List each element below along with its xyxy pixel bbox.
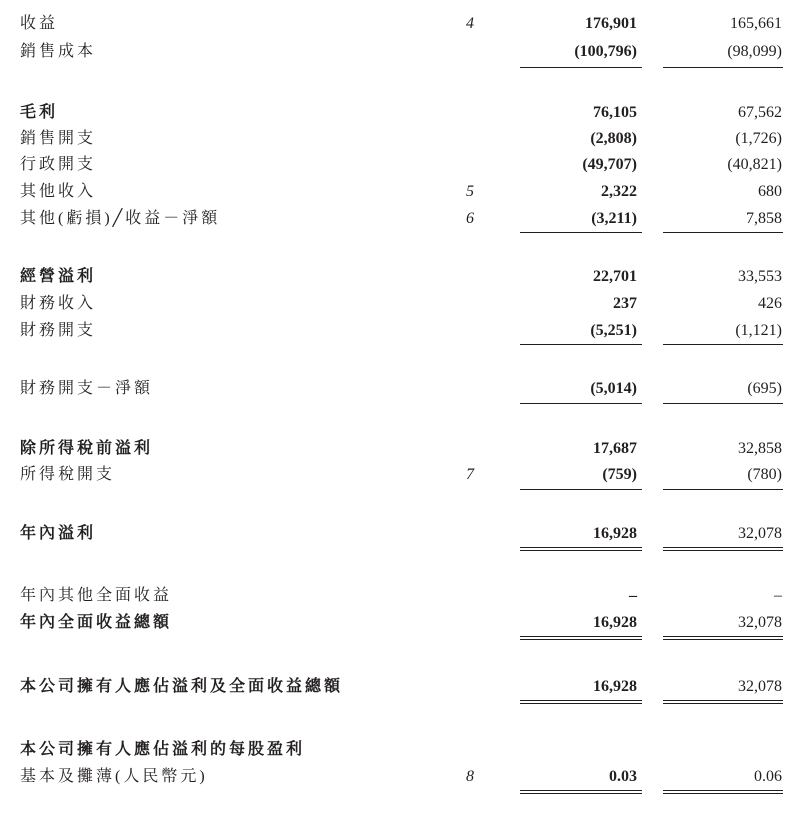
row-cost-of-sales (0, 40, 797, 64)
prior-year-value: 165,661 (730, 15, 782, 32)
row-label: 年內溢利 (20, 525, 97, 542)
current-year-value: 16,928 (593, 614, 637, 631)
subtotal-rule-prior (663, 67, 783, 68)
row-label: 經營溢利 (20, 268, 97, 285)
note-ref: 4 (466, 15, 474, 32)
row-selling-expenses (0, 127, 797, 151)
current-year-value: (759) (602, 466, 637, 483)
current-year-value: 0.03 (609, 768, 637, 785)
total-double-rule-prior (663, 790, 783, 794)
row-label: 基本及攤薄(人民幣元) (20, 768, 208, 785)
note-ref: 5 (466, 183, 474, 200)
total-double-rule-current (520, 790, 642, 794)
current-year-value: 2,322 (601, 183, 637, 200)
note-ref: 6 (466, 210, 474, 227)
current-year-value: – (629, 587, 637, 604)
row-other-gains-losses-net (0, 207, 797, 231)
row-label: 其他收入 (20, 183, 97, 200)
row-finance-income (0, 292, 797, 316)
row-label: 銷售開支 (20, 130, 97, 147)
prior-year-value: 680 (758, 183, 782, 200)
total-double-rule-prior (663, 700, 783, 704)
prior-year-value: 32,078 (738, 525, 782, 542)
row-administrative-expenses (0, 153, 797, 177)
prior-year-value: 32,858 (738, 440, 782, 457)
prior-year-value: (98,099) (727, 43, 782, 60)
prior-year-value: (40,821) (727, 156, 782, 173)
subtotal-rule-current (520, 67, 642, 68)
total-double-rule-prior (663, 636, 783, 640)
subtotal-rule-current (520, 232, 642, 233)
current-year-value: 76,105 (593, 104, 637, 121)
row-income-tax-expense (0, 463, 797, 487)
total-double-rule-prior (663, 547, 783, 551)
row-total-comprehensive-income (0, 611, 797, 635)
row-label: 財務開支－淨額 (20, 380, 154, 397)
note-ref: 8 (466, 768, 474, 785)
subtotal-rule-prior (663, 403, 783, 404)
row-operating-profit (0, 265, 797, 289)
prior-year-value: (1,121) (735, 322, 782, 339)
current-year-value: 16,928 (593, 678, 637, 695)
prior-year-value: 426 (758, 295, 782, 312)
row-label: 年內全面收益總額 (20, 614, 173, 631)
row-gross-profit (0, 101, 797, 125)
row-finance-costs-net (0, 377, 797, 401)
total-double-rule-current (520, 547, 642, 551)
prior-year-value: 32,078 (738, 678, 782, 695)
current-year-value: 237 (613, 295, 637, 312)
note-ref: 7 (466, 466, 474, 483)
row-label: 財務收入 (20, 295, 97, 312)
row-finance-costs (0, 319, 797, 343)
current-year-value: (49,707) (582, 156, 637, 173)
row-label: 本公司擁有人應佔溢利及全面收益總額 (20, 678, 344, 695)
current-year-value: 176,901 (585, 15, 637, 32)
row-label: 其他(虧損)╱收益－淨額 (20, 210, 221, 227)
row-attributable-to-owners (0, 675, 797, 699)
subtotal-rule-prior (663, 489, 783, 490)
current-year-value: 22,701 (593, 268, 637, 285)
prior-year-value: 67,562 (738, 104, 782, 121)
row-label: 行政開支 (20, 156, 97, 173)
row-label: 財務開支 (20, 322, 97, 339)
row-other-income (0, 180, 797, 204)
row-other-comprehensive-income (0, 584, 797, 608)
current-year-value: (100,796) (574, 43, 637, 60)
row-label: 本公司擁有人應佔溢利的每股盈利 (20, 741, 306, 758)
row-revenue (0, 12, 797, 36)
prior-year-value: (695) (747, 380, 782, 397)
subtotal-rule-current (520, 489, 642, 490)
prior-year-value: 0.06 (754, 768, 782, 785)
row-label: 毛利 (20, 104, 59, 121)
prior-year-value: 7,858 (746, 210, 782, 227)
subtotal-rule-current (520, 403, 642, 404)
prior-year-value: 32,078 (738, 614, 782, 631)
current-year-value: (3,211) (591, 210, 637, 227)
current-year-value: (2,808) (590, 130, 637, 147)
row-eps-heading (0, 738, 797, 762)
current-year-value: 16,928 (593, 525, 637, 542)
prior-year-value: – (774, 587, 782, 604)
row-eps-basic-diluted (0, 765, 797, 789)
prior-year-value: 33,553 (738, 268, 782, 285)
prior-year-value: (1,726) (735, 130, 782, 147)
row-label: 所得稅開支 (20, 466, 116, 483)
row-label: 收益 (20, 15, 59, 32)
current-year-value: 17,687 (593, 440, 637, 457)
row-profit-before-tax (0, 437, 797, 461)
prior-year-value: (780) (747, 466, 782, 483)
current-year-value: (5,014) (590, 380, 637, 397)
subtotal-rule-current (520, 344, 642, 345)
total-double-rule-current (520, 700, 642, 704)
subtotal-rule-prior (663, 232, 783, 233)
row-profit-for-year (0, 522, 797, 546)
row-label: 年內其他全面收益 (20, 587, 173, 604)
row-label: 銷售成本 (20, 43, 97, 60)
total-double-rule-current (520, 636, 642, 640)
current-year-value: (5,251) (590, 322, 637, 339)
row-label: 除所得稅前溢利 (20, 440, 154, 457)
subtotal-rule-prior (663, 344, 783, 345)
